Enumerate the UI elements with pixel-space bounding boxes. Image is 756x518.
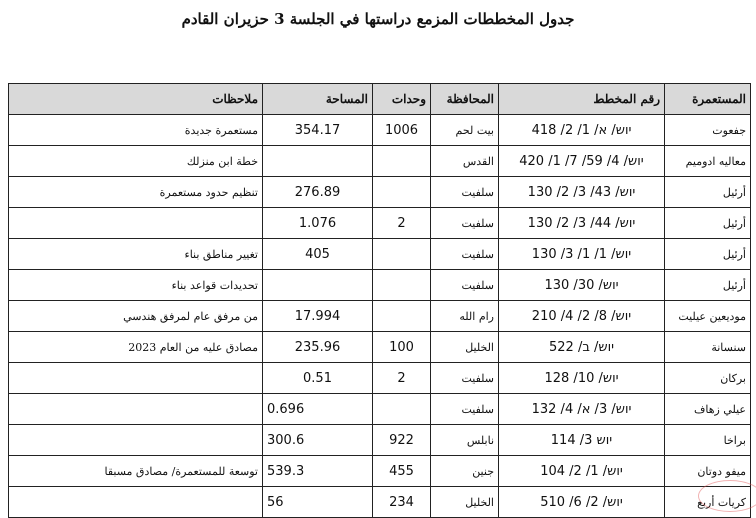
table-row: [9, 301, 751, 332]
cell-area: 300.6: [263, 425, 373, 456]
cell-units: 455: [373, 456, 431, 487]
cell-units: 2: [373, 208, 431, 239]
cell-units: [373, 239, 431, 270]
cell-plan-number: יוש/ 44/ 3/ 2/ 130: [499, 208, 665, 239]
cell-plan-number: יוש/ 4/ 59/ 7/ 1/ 420: [499, 146, 665, 177]
cell-district: رام الله: [431, 301, 499, 332]
cell-district: سلفيت: [431, 270, 499, 301]
cell-notes: خطة ابن منزلك: [9, 146, 263, 177]
cell-notes: [9, 208, 263, 239]
table-row: [9, 239, 751, 270]
cell-units: 2: [373, 363, 431, 394]
table-row: [9, 115, 751, 146]
cell-area: 0.51: [263, 363, 373, 394]
cell-units: [373, 394, 431, 425]
cell-colony: براخا: [665, 425, 751, 456]
cell-district: سلفيت: [431, 177, 499, 208]
cell-area: 17.994: [263, 301, 373, 332]
cell-notes: تحديدات قواعد بناء: [9, 270, 263, 301]
cell-plan-number: יוש/ 3/ א/ 4/ 132: [499, 394, 665, 425]
cell-notes: من مرفق عام لمرفق هندسي: [9, 301, 263, 332]
cell-colony: بركان: [665, 363, 751, 394]
table-row: [9, 363, 751, 394]
table-row: [9, 208, 751, 239]
cell-notes: [9, 487, 263, 518]
cell-notes: مستعمرة جديدة: [9, 115, 263, 146]
plans-table: [8, 83, 751, 518]
cell-colony: أرئيل: [665, 177, 751, 208]
cell-notes: تغيير مناطق بناء: [9, 239, 263, 270]
table-row: [9, 487, 751, 518]
cell-district: نابلس: [431, 425, 499, 456]
cell-district: بيت لحم: [431, 115, 499, 146]
header-notes: ملاحظات: [9, 84, 263, 115]
cell-district: جنين: [431, 456, 499, 487]
cell-plan-number: יוש/ א/ 1/ 2/ 418: [499, 115, 665, 146]
table-header-row: [9, 84, 751, 115]
header-area: المساحة: [263, 84, 373, 115]
cell-plan-number: יוש/ 10/ 128: [499, 363, 665, 394]
cell-plan-number: יוש/ ב/ 522: [499, 332, 665, 363]
cell-district: الخليل: [431, 487, 499, 518]
cell-district: سلفيت: [431, 239, 499, 270]
cell-colony: كريات أربع: [665, 487, 751, 518]
cell-plan-number: יוש/ 1/ 1/ 3/ 130: [499, 239, 665, 270]
header-district: المحافظة: [431, 84, 499, 115]
table-body: [9, 115, 751, 518]
cell-plan-number: יוש 3/ 114: [499, 425, 665, 456]
table-row: [9, 394, 751, 425]
cell-plan-number: יוש/ 30/ 130: [499, 270, 665, 301]
cell-colony: أرئيل: [665, 239, 751, 270]
cell-colony: أرئيل: [665, 208, 751, 239]
cell-area: 235.96: [263, 332, 373, 363]
cell-area: 1.076: [263, 208, 373, 239]
cell-area: 0.696: [263, 394, 373, 425]
cell-plan-number: יוש/ 2/ 6/ 510: [499, 487, 665, 518]
cell-area: [263, 146, 373, 177]
table-row: [9, 270, 751, 301]
cell-colony: سنسانة: [665, 332, 751, 363]
cell-area: 354.17: [263, 115, 373, 146]
table-row: [9, 177, 751, 208]
cell-area: 405: [263, 239, 373, 270]
cell-units: 1006: [373, 115, 431, 146]
cell-colony: أرئيل: [665, 270, 751, 301]
document-title: جدول المخططات المزمع دراستها في الجلسة 3 حزيران القادم: [181, 10, 575, 28]
table-row: [9, 456, 751, 487]
cell-plan-number: יוש/ 43/ 3/ 2/ 130: [499, 177, 665, 208]
cell-notes: توسعة للمستعمرة/ مصادق مسبقا: [9, 456, 263, 487]
cell-district: سلفيت: [431, 363, 499, 394]
cell-colony: جفعوت: [665, 115, 751, 146]
cell-colony: ميفو دوتان: [665, 456, 751, 487]
cell-district: القدس: [431, 146, 499, 177]
table-row: [9, 332, 751, 363]
cell-district: سلفيت: [431, 394, 499, 425]
cell-units: [373, 146, 431, 177]
cell-district: سلفيت: [431, 208, 499, 239]
header-units: وحدات: [373, 84, 431, 115]
cell-units: 234: [373, 487, 431, 518]
cell-plan-number: יוש/ 1/ 2/ 104: [499, 456, 665, 487]
cell-notes: تنظيم حدود مستعمرة: [9, 177, 263, 208]
cell-notes: مصادق عليه من العام 2023: [9, 332, 263, 363]
table-row: [9, 425, 751, 456]
cell-notes: [9, 363, 263, 394]
cell-area: 56: [263, 487, 373, 518]
table-row: [9, 146, 751, 177]
cell-area: 276.89: [263, 177, 373, 208]
cell-area: [263, 270, 373, 301]
cell-units: [373, 177, 431, 208]
cell-notes: [9, 425, 263, 456]
header-colony: المستعمرة: [665, 84, 751, 115]
cell-area: 539.3: [263, 456, 373, 487]
cell-units: [373, 301, 431, 332]
cell-units: 922: [373, 425, 431, 456]
cell-colony: عيلي زهاف: [665, 394, 751, 425]
cell-district: الخليل: [431, 332, 499, 363]
header-plan-number: رقم المخطط: [499, 84, 665, 115]
cell-units: 100: [373, 332, 431, 363]
cell-notes: [9, 394, 263, 425]
cell-plan-number: יוש/ 8/ 2/ 4/ 210: [499, 301, 665, 332]
cell-colony: موديعين عيليت: [665, 301, 751, 332]
cell-colony: معاليه ادوميم: [665, 146, 751, 177]
cell-units: [373, 270, 431, 301]
